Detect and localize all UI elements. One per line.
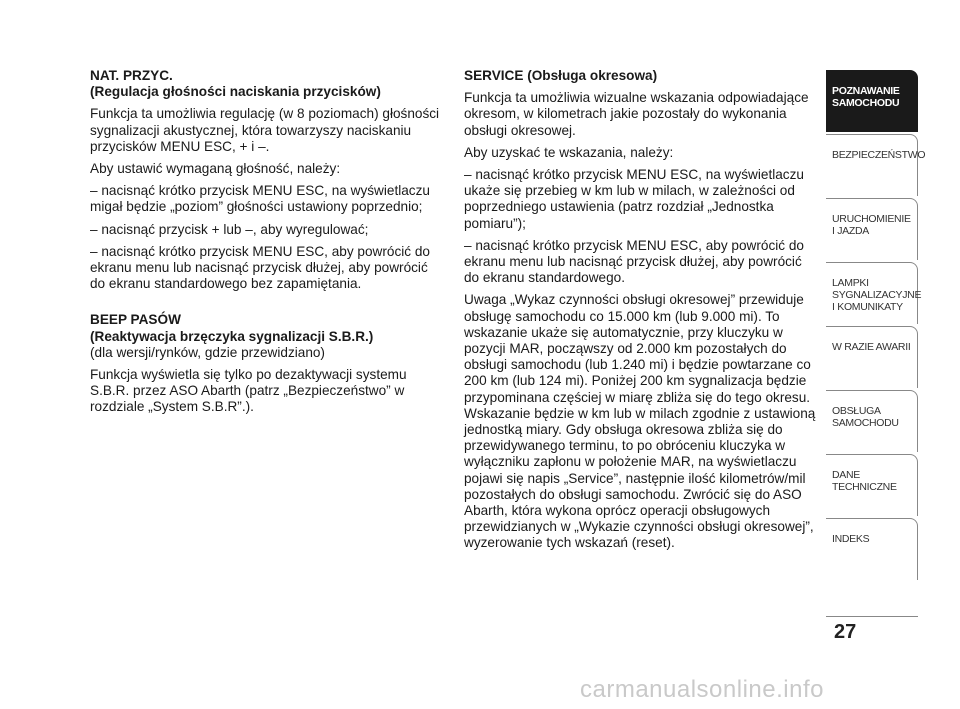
right-column [464,68,816,558]
nat-title: NAT. PRZYC. [90,68,173,83]
page-number: 27 [834,621,857,643]
page-number-divider [826,616,918,617]
service-paragraph-3: – nacisnąć krótko przycisk MENU ESC, na wyświetlaczu ukaże się przebieg w km lub w milach, w zależności od poprzedniego ustawienia (patrz rozdział „Jednostka pomiaru”); [464,167,804,231]
tab-bezpieczenstwo[interactable]: BEZPIECZEŃSTWO [826,134,918,196]
beep-subtitle: (Reaktywacja brzęczyka sygnalizacji S.B.R.) [90,328,374,344]
tab-indeks[interactable]: INDEKS [826,518,918,580]
nat-paragraph-1: Funkcja ta umożliwia regulację (w 8 poziomach) głośności sygnalizacji akustycznej, która towarzyszy naciskaniu przycisków MENU ESC, + i –. [90,106,440,154]
tab-uruchomienie-i-jazda[interactable]: URUCHOMIENIE I JAZDA [826,198,918,260]
tab-poznawanie-samochodu[interactable]: POZNAWANIE SAMOCHODU [826,70,918,132]
nat-paragraph-4: – nacisnąć przycisk + lub –, aby wyregulować; [90,221,369,237]
beep-note: (dla wersji/rynków, gdzie przewidziano) [90,344,325,360]
nat-paragraph-5: – nacisnąć krótko przycisk MENU ESC, aby powrócić do ekranu menu lub nacisnąć przycisk dłużej, aby powrócić do ekranu standardowego bez zapamiętania. [90,243,430,292]
service-paragraph-2: Aby uzyskać te wskazania, należy: [464,144,674,160]
nat-paragraph-2: Aby ustawić wymaganą głośność, należy: [90,161,341,177]
service-paragraph-5: Uwaga „Wykaz czynności obsługi okresowej” przewiduje obsługę samochodu co 15.000 km (lub 9.000 mi). To wskazanie ukaże się automatycznie, przy kluczyku w pozycji MAR, począwszy od 2.000 km pozostałych do obsługi samochodu (lub 1.240 mi) i będzie powtarzane co 200 km (lub 124 mi). Poniżej 200 km sygnalizacja będzie przypominana częściej w miarę zbliża się do tego okresu. Wskazanie będzie w km lub w milach zgodnie z ustawioną jednostką miary. Gdy obsługa okresowa zbliża się do przewidywanego terminu, to po obróceniu kluczyka w wyłączniku zapłonu w położenie MAR, na wyświetlaczu pojawi się napis „Service”, następnie ilość kilometrów/mil pozostałych do obsługi samochodu. Zwrócić się do ASO Abarth, która wykona oprócz operacji obsługowych przewidzianych w „Wykazie czynności obsługi okresowej”, wyzerowanie tych wskazań (reset). [464,292,816,551]
tab-obsluga-samochodu[interactable]: OBSŁUGA SAMOCHODU [826,390,918,452]
left-column [90,68,440,422]
watermark: carmanualsonline.info [580,676,824,703]
nat-paragraph-3: – nacisnąć krótko przycisk MENU ESC, na wyświetlaczu migał będzie „poziom” głośności ustawiony poprzednio; [90,183,430,215]
chapter-tabs [826,70,926,582]
beep-paragraph-1: Funkcja wyświetla się tylko po dezaktywacji systemu S.B.R. przez ASO Abarth (patrz „Bezpieczeństwo” w rozdziale „System S.B.R”.). [90,367,407,415]
service-paragraph-1: Funkcja ta umożliwia wizualne wskazania odpowiadające okresom, w kilometrach jakie pozostały do wykonania obsługi okresowej. [464,90,809,138]
tab-lampki-sygnalizacyjne[interactable]: LAMPKI SYGNALIZACYJNE I KOMUNIKATY [826,262,918,324]
beep-title: BEEP PASÓW [90,312,181,328]
service-title: SERVICE (Obsługa okresowa) [464,68,658,83]
nat-subtitle: (Regulacja głośności naciskania przycisków) [90,84,381,100]
tab-w-razie-awarii[interactable]: W RAZIE AWARII [826,326,918,388]
service-paragraph-4: – nacisnąć krótko przycisk MENU ESC, aby powrócić do ekranu menu lub nacisnąć przycisk dłużej, aby powrócić do ekranu standardowego. [464,237,804,286]
tab-dane-techniczne[interactable]: DANE TECHNICZNE [826,454,918,516]
